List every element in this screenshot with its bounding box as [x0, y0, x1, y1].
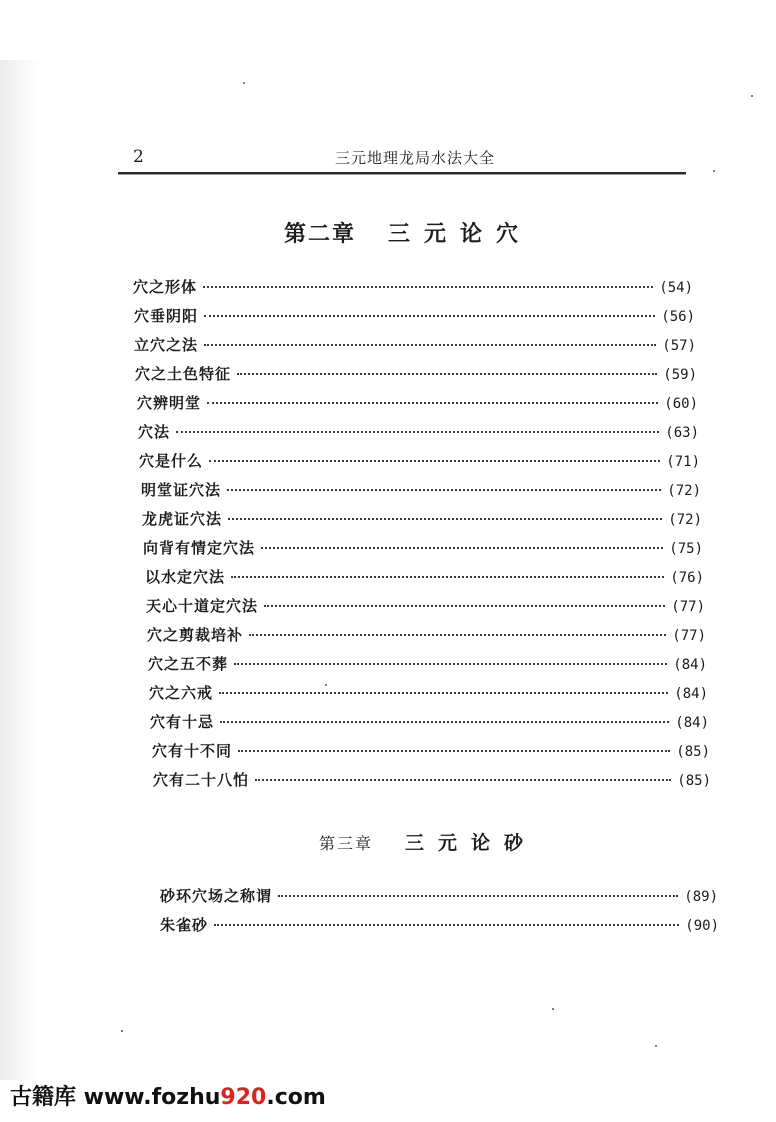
toc-entry[interactable]	[150, 711, 709, 737]
toc-entry-title: 天心十道定穴法	[146, 597, 259, 615]
toc-entry[interactable]	[135, 363, 697, 389]
toc-entry-page: (71)	[666, 454, 700, 470]
dot-leader	[264, 605, 665, 607]
toc-entry-page: (85)	[677, 773, 711, 789]
toc-entry[interactable]	[146, 595, 705, 621]
toc-entry[interactable]	[139, 450, 700, 476]
scan-speck	[713, 170, 715, 172]
toc-entry-page: (84)	[673, 657, 707, 673]
dot-leader	[255, 779, 671, 781]
chapter-2-heading	[20, 217, 776, 248]
toc-entry-page: (72)	[667, 483, 701, 499]
dot-leader	[231, 576, 664, 578]
toc-entry-page: (57)	[662, 338, 696, 354]
toc-entry-page: (60)	[664, 396, 698, 412]
running-title: 三元地理龙局水法大全	[334, 149, 495, 167]
dot-leader	[207, 402, 658, 404]
toc-entry-title: 穴有十忌	[150, 713, 215, 731]
toc-entry-title: 穴是什么	[139, 452, 204, 470]
toc-entry-page: (77)	[671, 599, 705, 615]
toc-entry-page: (63)	[665, 425, 699, 441]
dot-leader	[234, 663, 667, 665]
dot-leader	[237, 373, 657, 375]
toc-entry-title: 向背有情定穴法	[143, 539, 256, 557]
scan-speck	[552, 1008, 554, 1010]
toc-entry-title: 穴之形体	[133, 278, 198, 296]
toc-entry[interactable]	[142, 508, 702, 534]
toc-entry[interactable]	[141, 479, 701, 505]
header-rule	[118, 172, 686, 175]
chapter-3-heading	[40, 828, 776, 855]
watermark-prefix: 古籍库 www.fozhu	[10, 1085, 221, 1110]
toc-entry-page: (84)	[674, 686, 708, 702]
toc-entry-page: (77)	[672, 628, 706, 644]
toc-entry[interactable]	[153, 769, 711, 795]
toc-entry-title: 穴之六戒	[149, 684, 214, 702]
toc-entry-title: 明堂证穴法	[141, 481, 222, 499]
page-number: 2	[133, 147, 144, 167]
toc-entry[interactable]	[148, 653, 707, 679]
dot-leader	[214, 924, 679, 926]
watermark-suffix: .com	[266, 1085, 326, 1110]
toc-entry-page: (89)	[684, 889, 718, 905]
toc-entry-title: 以水定穴法	[145, 568, 226, 586]
dot-leader	[278, 895, 678, 897]
site-watermark	[10, 1080, 326, 1111]
toc-entry[interactable]	[160, 914, 719, 940]
scan-shadow	[0, 60, 40, 1080]
toc-entry[interactable]	[145, 566, 704, 592]
chapter-title: 三元论砂	[405, 832, 538, 854]
toc-entry-title: 穴垂阴阳	[134, 307, 199, 325]
dot-leader	[219, 692, 668, 694]
toc-entry-title: 朱雀砂	[160, 916, 209, 934]
watermark-number: 920	[220, 1085, 267, 1110]
toc-entry[interactable]	[133, 276, 693, 302]
scan-speck	[751, 95, 753, 97]
toc-entry-title: 穴法	[138, 423, 171, 441]
toc-entry[interactable]	[134, 305, 695, 331]
toc-entry-title: 立穴之法	[134, 336, 199, 354]
toc-entry-title: 穴之土色特征	[135, 365, 232, 383]
toc-entry-title: 砂环穴场之称谓	[160, 887, 273, 905]
toc-entry-page: (85)	[676, 744, 710, 760]
scan-speck	[121, 1030, 123, 1032]
toc-entry[interactable]	[149, 682, 708, 708]
dot-leader	[203, 286, 653, 288]
toc-entry-title: 穴辨明堂	[137, 394, 202, 412]
toc-entry[interactable]	[160, 885, 718, 911]
chapter-number: 第二章	[283, 221, 356, 247]
toc-entry-page: (56)	[661, 309, 695, 325]
chapter-title: 三元论穴	[388, 221, 533, 247]
dot-leader	[227, 489, 661, 491]
dot-leader	[228, 518, 662, 520]
dot-leader	[220, 721, 669, 723]
toc-entry[interactable]	[152, 740, 710, 766]
toc-entry-page: (72)	[668, 512, 702, 528]
scan-speck	[655, 1045, 657, 1047]
dot-leader	[176, 431, 659, 433]
toc-entry-title: 龙虎证穴法	[142, 510, 223, 528]
scan-speck	[243, 82, 245, 84]
toc-entry-title: 穴有二十八怕	[153, 771, 250, 789]
toc-entry-title: 穴有十不同	[152, 742, 233, 760]
dot-leader	[238, 750, 670, 752]
toc-entry[interactable]	[147, 624, 706, 650]
toc-entry-page: (76)	[670, 570, 704, 586]
dot-leader	[261, 547, 663, 549]
toc-entry-title: 穴之五不葬	[148, 655, 229, 673]
toc-entry-page: (90)	[685, 918, 719, 934]
toc-entry-page: (54)	[659, 280, 693, 296]
toc-entry[interactable]	[134, 334, 696, 360]
toc-entry-title: 穴之剪裁培补	[147, 626, 244, 644]
toc-entry-page: (84)	[675, 715, 709, 731]
toc-entry[interactable]	[138, 421, 699, 447]
dot-leader	[204, 315, 655, 317]
toc-entry[interactable]	[143, 537, 703, 563]
chapter-number: 第三章	[318, 834, 373, 853]
toc-entry-page: (59)	[663, 367, 697, 383]
dot-leader	[209, 460, 660, 462]
dot-leader	[249, 634, 666, 636]
dot-leader	[204, 344, 656, 346]
toc-entry-page: (75)	[669, 541, 703, 557]
toc-entry[interactable]	[137, 392, 698, 418]
